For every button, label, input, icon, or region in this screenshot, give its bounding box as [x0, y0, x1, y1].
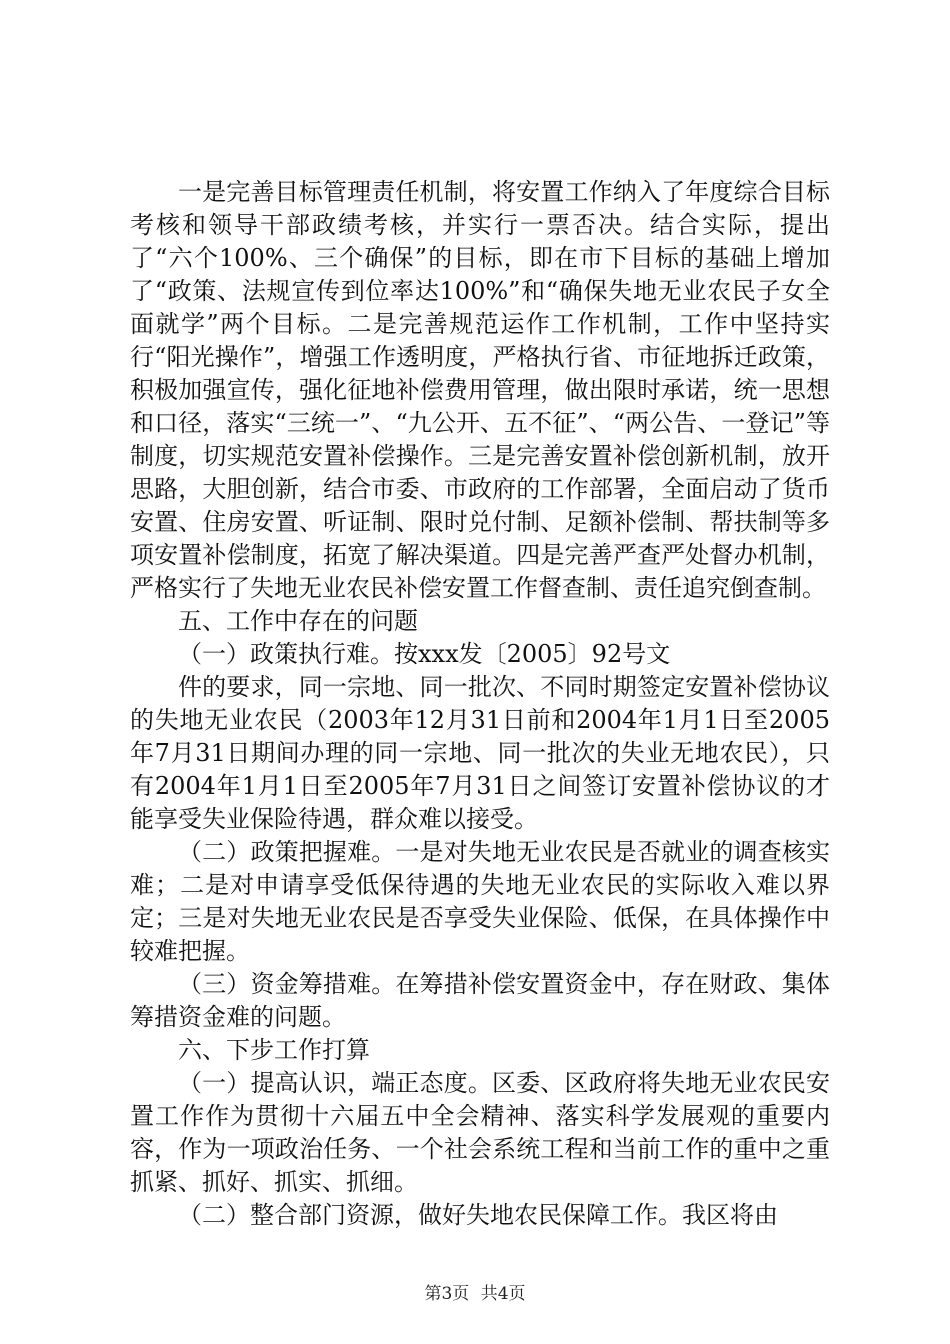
page-number: 第3页 — [424, 1284, 470, 1304]
paragraph-policy-execution: 件的要求，同一宗地、同一批次、不同时期签定安置补偿协议的失地无业农民（2003年12月31日前和2004年1月1日至2005年7月31日期间办理的同一宗地、同一批次的失业无地农民），只有2004年1月1日至2005年7月31日之间签订安置补偿协议的才能享受失业保险待遇，群众难以接受。 — [130, 673, 830, 833]
document-body — [130, 176, 830, 1232]
paragraph-funding: （三）资金筹措难。在筹措补偿安置资金中，存在财政、集体筹措资金难的问题。 — [130, 970, 830, 1031]
paragraph-policy-grasp: （二）政策把握难。一是对失地无业农民是否就业的调查核实难；二是对申请享受低保待遇的失地无业农民的实际收入难以界定；三是对失地无业农民是否享受失业保险、低保，在具体操作中较难把握。 — [130, 838, 830, 965]
paragraph-resources: （二）整合部门资源，做好失地农民保障工作。我区将由 — [178, 1201, 778, 1229]
paragraph-mechanisms: 一是完善目标管理责任机制，将安置工作纳入了年度综合目标考核和领导干部政绩考核，并实行一票否决。结合实际，提出了“六个100%、三个确保”的目标，即在市下目标的基础上增加了“政策、法规宣传到位率达100%”和“确保失地无业农民子女全面就学”两个目标。二是完善规范运作工作机制，工作中坚持实行“阳光操作”，增强工作透明度，严格执行省、市征地拆迁政策，积极加强宣传，强化征地补偿费用管理，做出限时承诺，统一思想和口径，落实“三统一”、“九公开、五不征”、“两公告、一登记”等制度，切实规范安置补偿操作。三是完善安置补偿创新机制，放开思路，大胆创新，结合市委、市政府的工作部署，全面启动了货币安置、住房安置、听证制、限时兑付制、足额补偿制、帮扶制等多项安置补偿制度，拓宽了解决渠道。四是完善严查严处督办机制，严格实行了失地无业农民补偿安置工作督查制、责任追究倒查制。 — [130, 178, 830, 602]
page-total: 共4页 — [480, 1284, 526, 1304]
paragraph-policy-execution-lead: （一）政策执行难。按xxx发〔2005〕92号文 — [178, 640, 671, 668]
page-footer — [0, 1279, 950, 1304]
heading-problems: 五、工作中存在的问题 — [178, 607, 418, 635]
heading-next-steps: 六、下步工作打算 — [178, 1036, 370, 1064]
paragraph-awareness: （一）提高认识，端正态度。区委、区政府将失地无业农民安置工作作为贯彻十六届五中全会精神、落实科学发展观的重要内容，作为一项政治任务、一个社会系统工程和当前工作的重中之重抓紧、抓好、抓实、抓细。 — [130, 1069, 830, 1196]
